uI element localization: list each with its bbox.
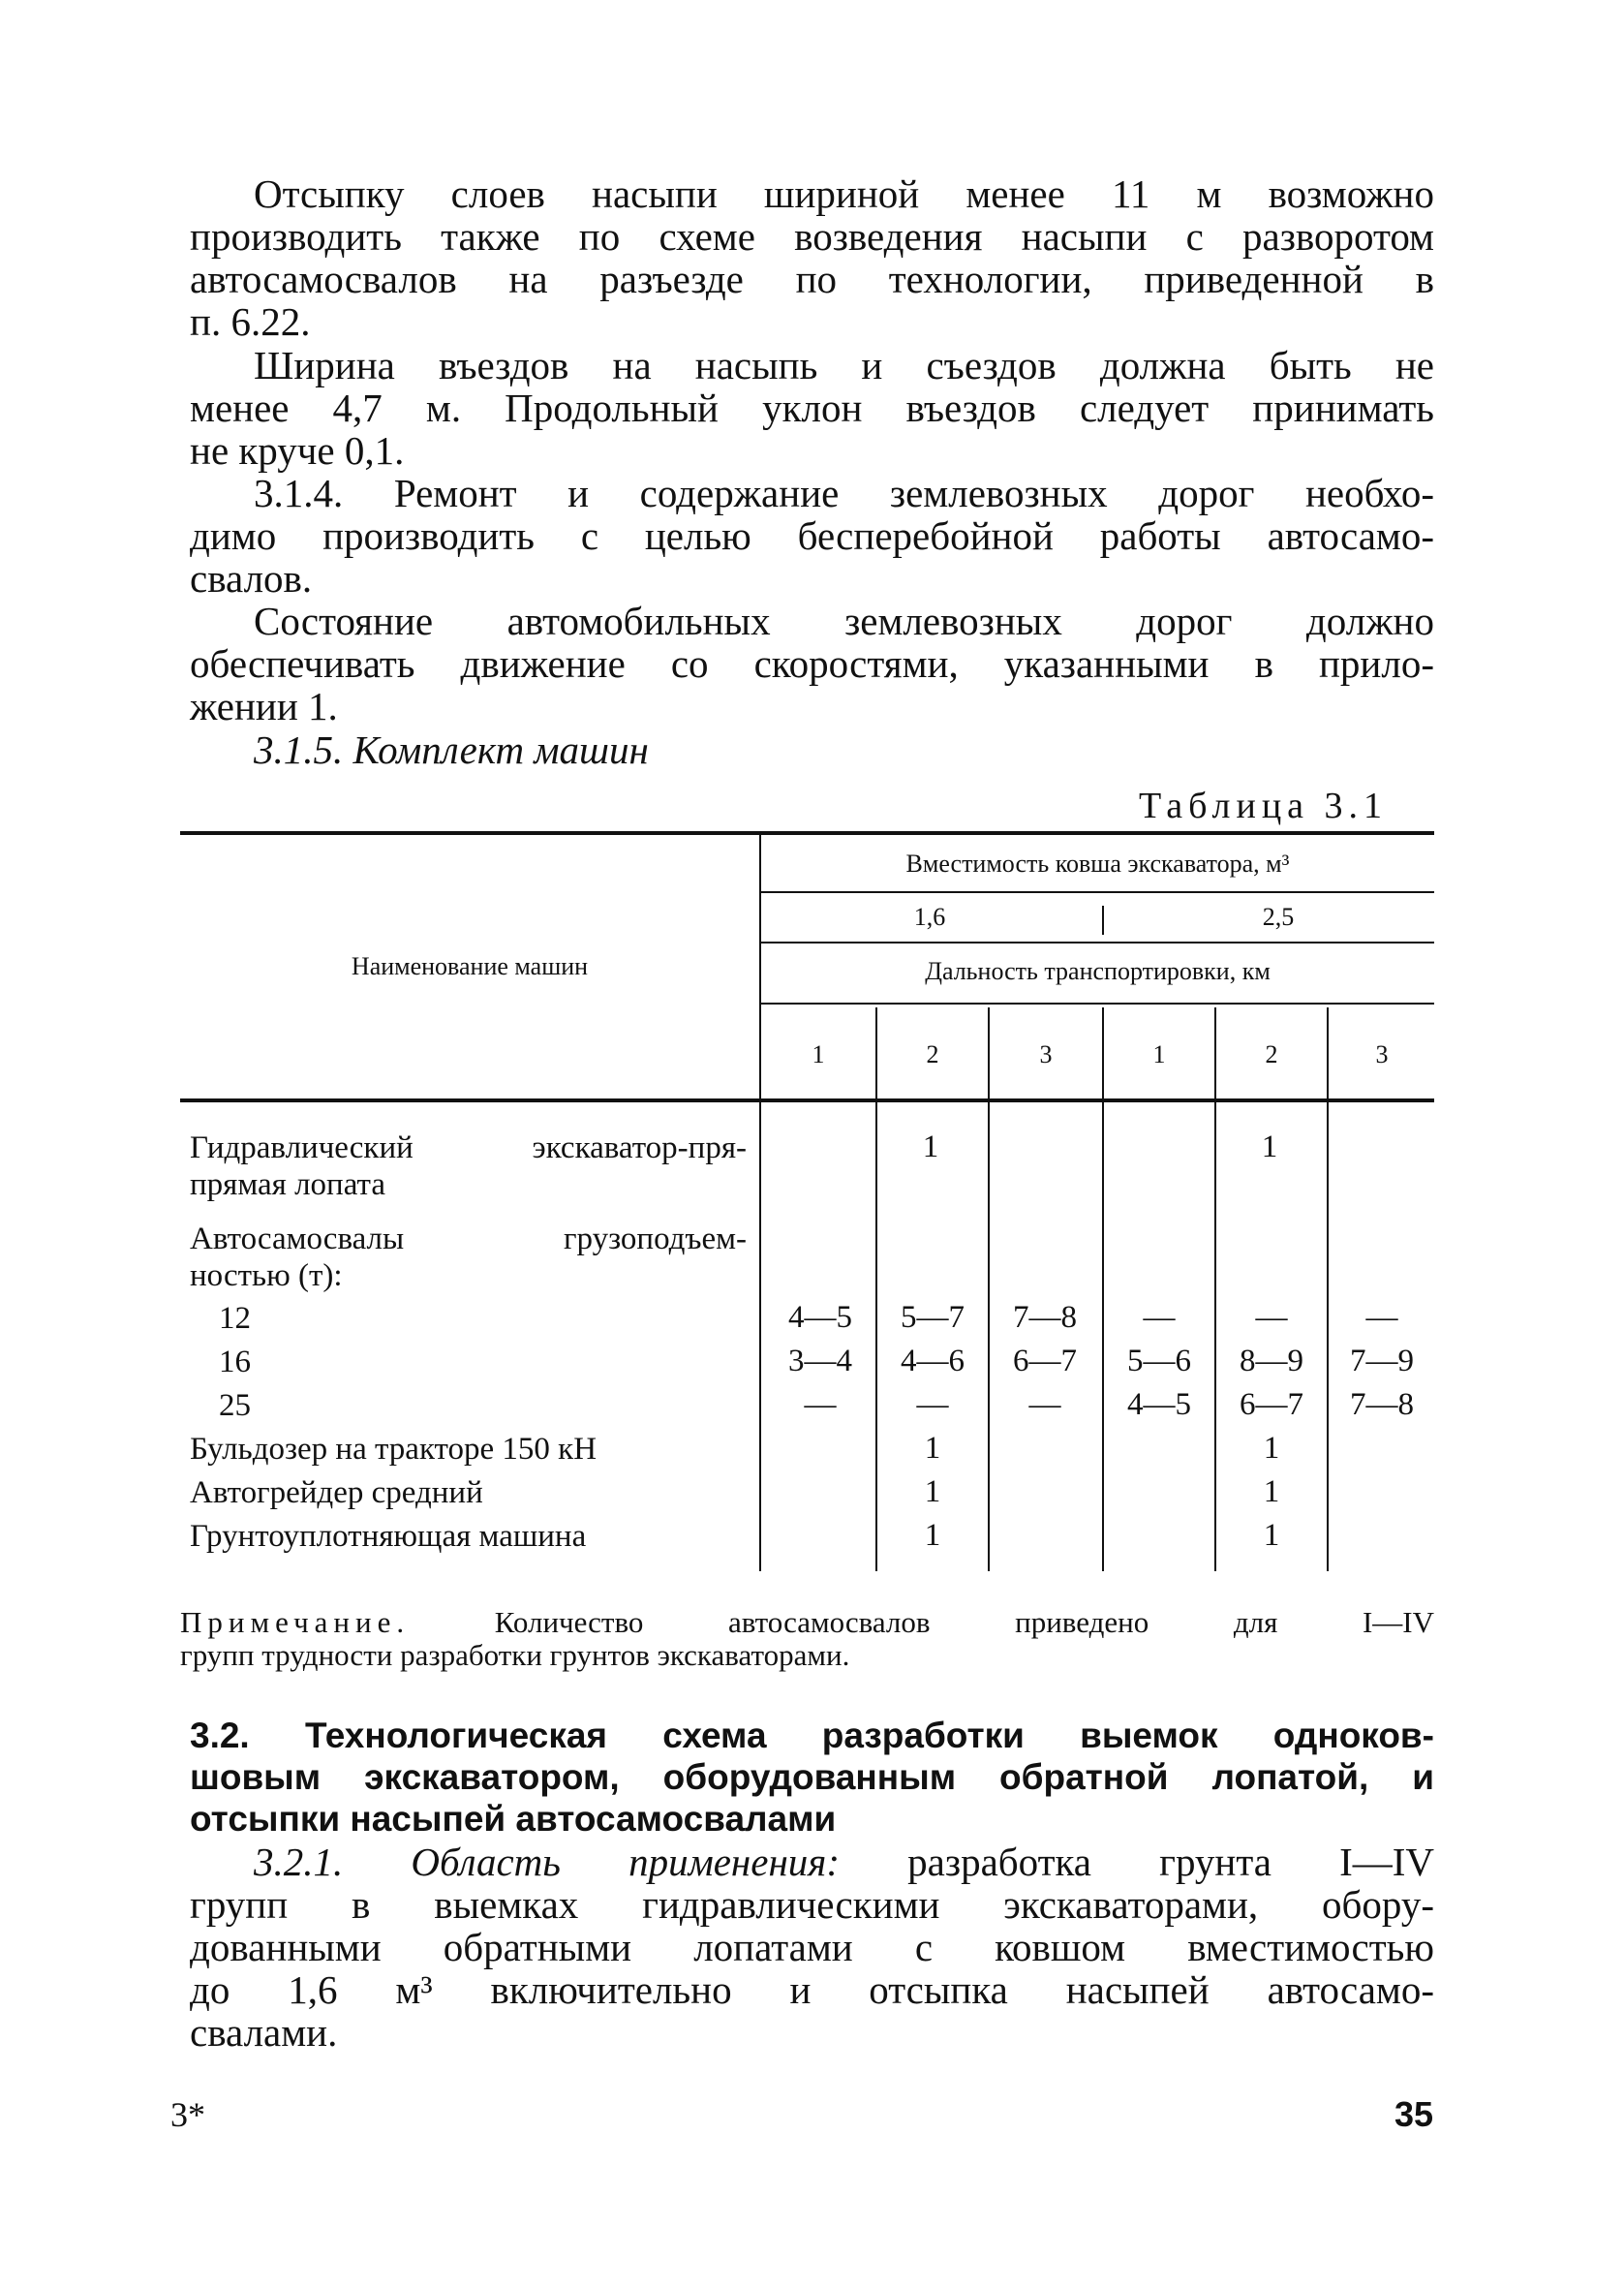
table-cell: 4—6 [901,1344,965,1378]
table-cell: 6—7 [1240,1387,1303,1422]
paragraph-4 [190,600,1434,727]
text-line: свалами. [190,2010,338,2055]
header-distance-value: 2 [926,1040,939,1068]
text-line [190,1840,1434,1883]
row-label: 12 [219,1301,251,1336]
header-capacity: Вместимость ковша экскаватора, м³ [905,850,1290,878]
column-divider [1102,1007,1104,1571]
table-cell: 7—8 [1350,1387,1414,1422]
text-line: производить также по схеме возведения насыпи с разворотом [190,214,1434,259]
table-cell: 5—6 [1127,1344,1191,1378]
text-line: дованными обратными лопатами с ковшом вместимостью [190,1925,1434,1969]
paragraph-3 [190,472,1434,600]
table-cell: 1 [924,1474,941,1509]
column-divider [875,1007,877,1571]
row-label: Автогрейдер средний [190,1475,483,1510]
text-line: до 1,6 м³ включительно и отсыпка насыпей автосамо- [190,1967,1434,2012]
table-cell: 1 [924,1431,941,1466]
row-label: 16 [219,1345,251,1379]
text-fragment: разработка грунта I—IV [907,1840,1435,1884]
heading-line: отсыпки насыпей автосамосвалами [190,1799,837,1839]
note-label: Примечание. [180,1605,411,1639]
table-cell: 7—9 [1350,1344,1414,1378]
row-label: 25 [219,1388,251,1423]
header-distance-value: 3 [1039,1040,1053,1068]
text-line: Состояние автомобильных землевозных дорог должно [254,599,1434,643]
column-divider [1214,1007,1216,1571]
text-line: обеспечивать движение со скоростями, указанными в прило- [190,641,1434,686]
table-cell: 4—5 [788,1300,852,1335]
table-cell: 1 [1263,1518,1280,1553]
footer-signature: 3* [170,2095,205,2134]
header-distance-value: 1 [1152,1040,1166,1068]
row-label: Бульдозер на тракторе 150 кН [190,1432,598,1467]
text-line: 3.1.4. Ремонт и содержание землевозных дорог необхо- [254,471,1434,515]
table-cell: 3—4 [788,1344,852,1378]
text-line: жении 1. [190,684,338,728]
header-capacity-1-6: 1,6 [913,903,946,931]
note-text: Количество автосамосвалов приведено для I—IV [494,1605,1435,1639]
header-rule [761,1003,1434,1005]
heading-line: 3.2. Технологическая схема разработки выемок одноков- [190,1716,1434,1755]
page-number: 35 [1394,2094,1434,2134]
header-distance-value: 1 [812,1040,825,1068]
section-heading-3-2 [190,1715,1434,1840]
text-line: групп в выемках гидравлическими экскаваторами, обору- [190,1882,1434,1927]
table-header-rule [180,1098,1434,1102]
paragraph-3-2-1 [190,1840,1434,2054]
table-cell: 5—7 [901,1300,965,1335]
text-line: свалов. [190,556,313,601]
row-label: ностью (т): [190,1258,343,1293]
paragraph-label: 3.2.1. Область применения: [254,1840,841,1884]
row-label: прямая лопата [190,1167,385,1202]
table-name-divider [759,835,761,1571]
table-cell: 1 [1263,1431,1280,1466]
table-top-rule [180,831,1434,835]
text-line: п. 6.22. [190,299,311,344]
table-cell: 7—8 [1013,1300,1077,1335]
table-cell: 8—9 [1240,1344,1303,1378]
heading-line: шовым экскаватором, оборудованным обратной лопатой, и [190,1757,1434,1797]
table-cell: — [1028,1387,1061,1422]
table-note [180,1606,1434,1672]
header-distance-value: 3 [1375,1040,1389,1068]
column-divider [1327,1007,1329,1571]
note-line [180,1606,1434,1639]
text-line: менее 4,7 м. Продольный уклон въездов следует принимать [190,386,1434,430]
row-label: Грунтоуплотняющая машина [190,1519,587,1554]
table-caption: Таблица 3.1 [1139,786,1389,826]
table-cell: — [1143,1300,1176,1335]
table-cell: 1 [924,1518,941,1553]
table-cell: 1 [1263,1474,1280,1509]
header-distance-value: 2 [1265,1040,1278,1068]
column-divider [988,1007,990,1571]
table-cell: 6—7 [1013,1344,1077,1378]
header-capacity-2-5: 2,5 [1262,903,1295,931]
table-cell: — [804,1387,837,1422]
table-cell: — [1255,1300,1288,1335]
table-cell: 1 [922,1129,939,1164]
paragraph-2 [190,344,1434,472]
table-cell: 4—5 [1127,1387,1191,1422]
header-rule [761,891,1434,893]
row-label: Автосамосвалы грузоподъем- [190,1222,747,1256]
header-machine-name: Наименование машин [351,952,589,980]
text-line: автосамосвалов на разъезде по технологии, приведенной в [190,257,1434,301]
header-distance: Дальность транспортировки, км [925,957,1271,985]
section-title-3-1-5: 3.1.5. Комплект машин [254,727,649,772]
paragraph-1 [190,172,1434,343]
text-line: Отсыпку слоев насыпи шириной менее 11 м возможно [254,171,1434,216]
capacity-divider [1102,906,1104,935]
note-line: групп трудности разработки грунтов экскаваторами. [180,1638,850,1672]
text-line: Ширина въездов на насыпь и съездов должна быть не [254,343,1434,387]
table-cell: — [916,1387,949,1422]
header-rule [761,942,1434,943]
table-cell: — [1365,1300,1398,1335]
text-line: не круче 0,1. [190,428,405,473]
text-line: димо производить с целью бесперебойной работы автосамо- [190,513,1434,558]
row-label: Гидравлический экскаватор-пря- [190,1130,747,1165]
table-cell: 1 [1261,1129,1278,1164]
